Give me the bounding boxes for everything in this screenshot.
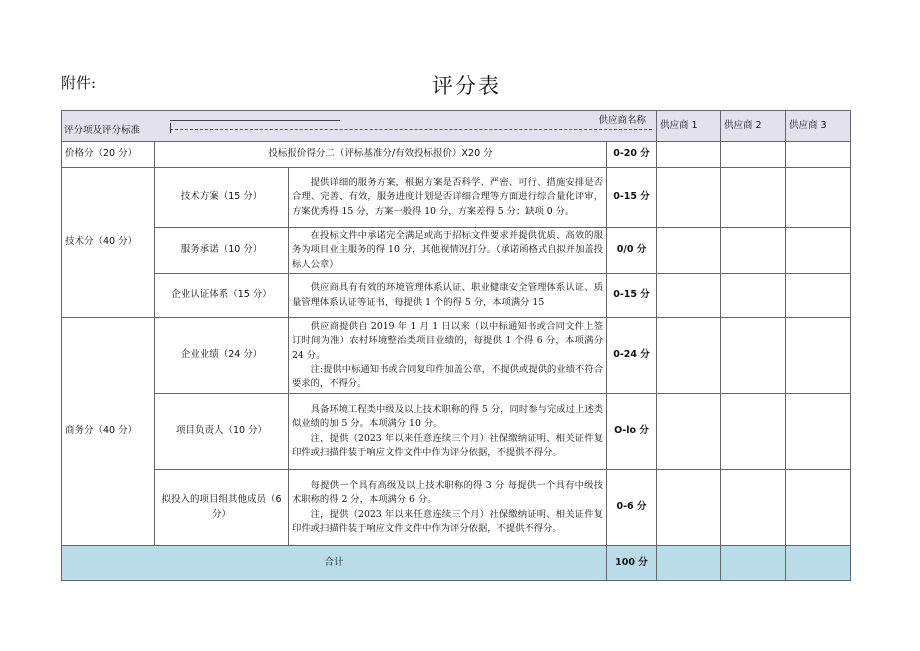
tech-item-score: 0/0 分 (607, 228, 657, 274)
business-row-3 (62, 470, 851, 546)
price-row (62, 142, 851, 168)
supplier-1-score-cell[interactable] (657, 274, 721, 318)
supplier-2-score-cell[interactable] (721, 142, 786, 168)
table-header-row (62, 111, 851, 142)
supplier-1-score-cell[interactable] (657, 318, 721, 394)
price-category: 价格分（20 分） (62, 142, 155, 168)
supplier-1-score-cell[interactable] (657, 228, 721, 274)
business-item-score: 0-6 分 (607, 470, 657, 546)
total-label: 合计 (62, 546, 607, 581)
header-tick (170, 123, 171, 133)
business-item-desc: 具备环境工程类中级及以上技术职称的得 5 分，同时参与完成过上述类似业绩的加 5 分。本项满分 10 分。 注，提供（2023 年以来任意连续三个月）社保缴纳证明、相关证件复印件或扫描件装于响应文件文件中作为评分依据，不提供不得分。 (289, 394, 607, 470)
tech-item-score: 0-15 分 (607, 168, 657, 228)
business-item-desc: 每提供一个具有高级及以上技术职称的得 3 分 每提供一个具有中级技术职称的得 2 分，本项满分 6 分。 注，提供（2023 年以来任意连续三个月）社保缴纳证明、相关证件复印件或扫描件装于响应文件文件中作为评分依据，不提供不得分。 (289, 470, 607, 546)
business-item-desc: 供应商提供自 2019 年 1 月 1 日以来（以中标通知书或合同文件上签订时间为准）农村环境整治类项目业绩的，每提供 1 个得 6 分，本项满分 24 分。 注:提供中标通知书或合同复印件加盖公章，不提供或提供的业绩不符合要求的，不得分。 (289, 318, 607, 394)
business-item-name: 企业业绩（24 分） (155, 318, 289, 394)
supplier-2-header: 供应商 2 (721, 111, 786, 142)
supplier-3-score-cell[interactable] (786, 274, 851, 318)
business-row-2 (62, 394, 851, 470)
supplier-3-score-cell[interactable] (786, 168, 851, 228)
supplier-2-total-cell[interactable] (721, 546, 786, 581)
supplier-2-score-cell[interactable] (721, 274, 786, 318)
total-score: 100 分 (607, 546, 657, 581)
scoring-table (61, 110, 851, 581)
tech-item-desc: 供应商具有有效的环境管理体系认证、职业健康安全管理体系认证、质量管理体系认证等证书，每提供 1 个的得 5 分，本项满分 15 (289, 274, 607, 318)
tech-category: 技术分（40 分） (62, 168, 155, 318)
price-score: 0-20 分 (607, 142, 657, 168)
diagonal-placeholder-line (170, 129, 652, 130)
attachment-label: 附件: (61, 74, 97, 92)
supplier-3-score-cell[interactable] (786, 394, 851, 470)
supplier-1-score-cell[interactable] (657, 168, 721, 228)
tech-item-name: 技术方案（15 分） (155, 168, 289, 228)
supplier-3-score-cell[interactable] (786, 228, 851, 274)
header-corner-cell (62, 111, 657, 142)
business-item-score: 0-24 分 (607, 318, 657, 394)
tech-row-1 (62, 168, 851, 228)
tech-item-desc: 在投标文件中承诺完全满足或高于招标文件要求并提供优质、高效的服务为项目业主服务的得 10 分，其他视情况打分。（承诺函格式自拟并加盖投标人公章） (289, 228, 607, 274)
supplier-2-score-cell[interactable] (721, 394, 786, 470)
tech-row-2 (62, 228, 851, 274)
header-rule (170, 120, 340, 121)
supplier-1-header: 供应商 1 (657, 111, 721, 142)
supplier-1-total-cell[interactable] (657, 546, 721, 581)
page-title: 评分表 (432, 74, 501, 98)
supplier-3-score-cell[interactable] (786, 470, 851, 546)
supplier-1-score-cell[interactable] (657, 470, 721, 546)
tech-item-desc: 提供详细的服务方案，根据方案是否科学、严密、可行、措施安排是否合理、完善、有效，服务进度计划是否详细合理等方面进行综合量化评审，方案优秀得 15 分，方案一般得 10 分，方案差得 5 分；缺项 0 分。 (289, 168, 607, 228)
item-standard-label: 评分项及评分标准 (64, 125, 141, 137)
tech-item-name: 企业认证体系（15 分） (155, 274, 289, 318)
total-row (62, 546, 851, 581)
supplier-3-score-cell[interactable] (786, 142, 851, 168)
supplier-3-total-cell[interactable] (786, 546, 851, 581)
supplier-1-score-cell[interactable] (657, 142, 721, 168)
business-item-name: 项目负责人（10 分） (155, 394, 289, 470)
price-formula: 投标报价得分二（评标基准分/有效投标报价）X20 分 (155, 142, 607, 168)
supplier-2-score-cell[interactable] (721, 228, 786, 274)
supplier-name-label: 供应商名称 (598, 115, 646, 126)
tech-row-3 (62, 274, 851, 318)
tech-item-name: 服务承诺（10 分） (155, 228, 289, 274)
business-category: 商务分（40 分） (62, 318, 155, 546)
business-item-score: O-lo 分 (607, 394, 657, 470)
supplier-3-score-cell[interactable] (786, 318, 851, 394)
supplier-2-score-cell[interactable] (721, 168, 786, 228)
supplier-3-header: 供应商 3 (786, 111, 851, 142)
business-row-1 (62, 318, 851, 394)
supplier-2-score-cell[interactable] (721, 318, 786, 394)
supplier-1-score-cell[interactable] (657, 394, 721, 470)
tech-item-score: 0-15 分 (607, 274, 657, 318)
business-item-name: 拟投入的项目组其他成员（6 分） (155, 470, 289, 546)
supplier-2-score-cell[interactable] (721, 470, 786, 546)
